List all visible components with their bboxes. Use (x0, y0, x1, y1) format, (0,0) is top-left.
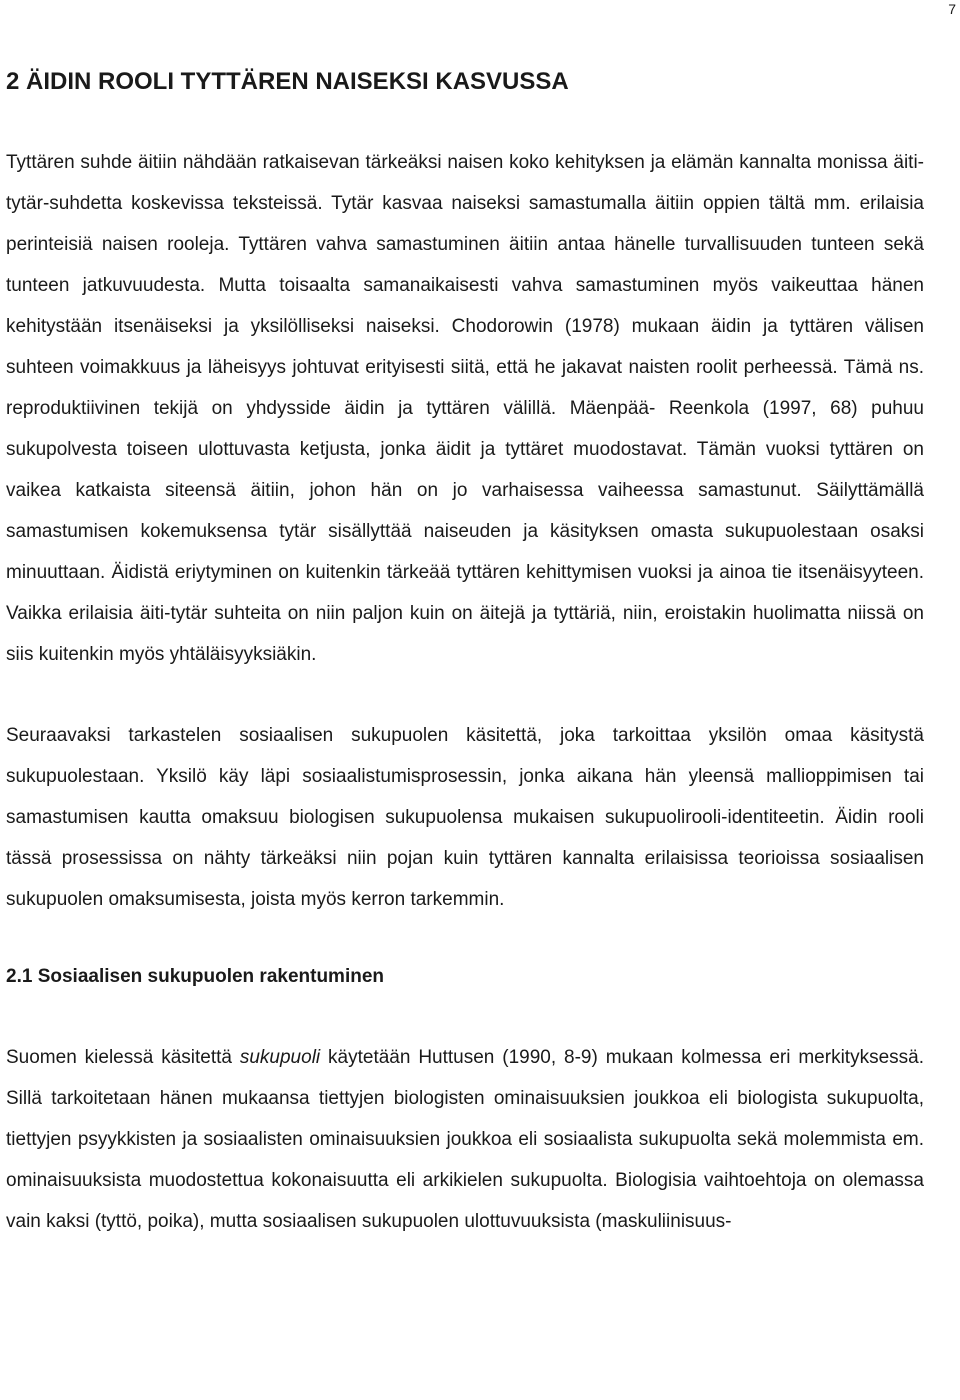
paragraph: Tyttären suhde äitiin nähdään ratkaisevan tärkeäksi naisen koko kehityksen ja elämän kannalta monissa äiti-tytär-suhdetta koskevissa teksteissä. Tytär kasvaa naiseksi samastumalla äitiin oppien tältä mm. erilaisia perinteisiä naisen rooleja. Tyttären vahva samastuminen äitiin antaa hänelle turvallisuuden tunteen sekä tunteen jatkuvuudesta. Mutta toisaalta samanaikaisesti vahva samastuminen myös vaikeuttaa hänen kehitystään itsenäiseksi ja yksilölliseksi naiseksi. Chodorowin (1978) mukaan äidin ja tyttären välisen suhteen voimakkuus ja läheisyys johtuvat erityisesti siitä, että he jakavat naisten roolit perheessä. Tämä ns. reproduktiivinen tekijä on yhdysside äidin ja tyttären välillä. Mäenpää- Reenkola (1997, 68) puhuu sukupolvesta toiseen ulottuvasta ketjusta, jonka äidit ja tyttäret muodostavat. Tämän vuoksi tyttären on vaikea katkaista siteensä äitiin, johon hän on jo varhaisessa vaiheessa samastunut. Säilyttämällä samastumisen kokemuksensa tytär sisällyttää naiseuden ja käsityksen omasta sukupuolestaan osaksi minuuttaan. Äidistä eriytyminen on kuitenkin tärkeää tyttären kehittymisen vuoksi ja ainoa tie itsenäisyyteen. Vaikka erilaisia äiti-tytär suhteita on niin paljon kuin on äitejä ja tyttäriä, niin, eroistakin huolimatta niissä on siis kuitenkin myös yhtäläisyyksiäkin. (6, 152, 924, 665)
italic-term: sukupuoli (239, 1047, 321, 1068)
chapter-title: 2 ÄIDIN ROOLI TYTTÄREN NAISEKSI KASVUSSA (6, 68, 569, 95)
paragraph-text: käytetään Huttusen (1990, 8-9) mukaan kolmessa eri merkityksessä. Sillä tarkoitetaan hänen mukaansa tiettyjen biologisten ominaisuuksien joukkoa eli biologista sukupuolta, tiettyjen psyykkisten ja sosiaalisten ominaisuuksien joukkoa eli sosiaalista sukupuolta sekä molemmista em. ominaisuuksista muodostettua kokonaisuutta eli arkikielen sukupuolta. Biologisia vaihtoehtoja on olemassa vain kaksi (tyttö, poika), mutta sosiaalisen sukupuolen ulottuvuuksista (maskuliinisuus- (6, 1047, 924, 1232)
document-body (6, 62, 924, 1242)
page-number: 7 (948, 1, 956, 17)
paragraph: Seuraavaksi tarkastelen sosiaalisen sukupuolen käsitettä, joka tarkoittaa yksilön omaa käsitystä sukupuolestaan. Yksilö käy läpi sosiaalistumisprosessin, jonka aikana hän yleensä mallioppimisen tai samastumisen kautta omaksuu biologisen sukupuolensa mukaisen sukupuolirooli-identiteetin. Äidin rooli tässä prosessissa on nähty tärkeäksi niin pojan kuin tyttären kannalta erilaisissa teorioissa sosiaalisen sukupuolen omaksumisesta, joista myös kerron tarkemmin. (6, 725, 924, 910)
section-title: 2.1 Sosiaalisen sukupuolen rakentuminen (6, 966, 385, 987)
paragraph (6, 1037, 924, 1242)
paragraph-text: Suomen kielessä käsitettä (6, 1047, 240, 1068)
